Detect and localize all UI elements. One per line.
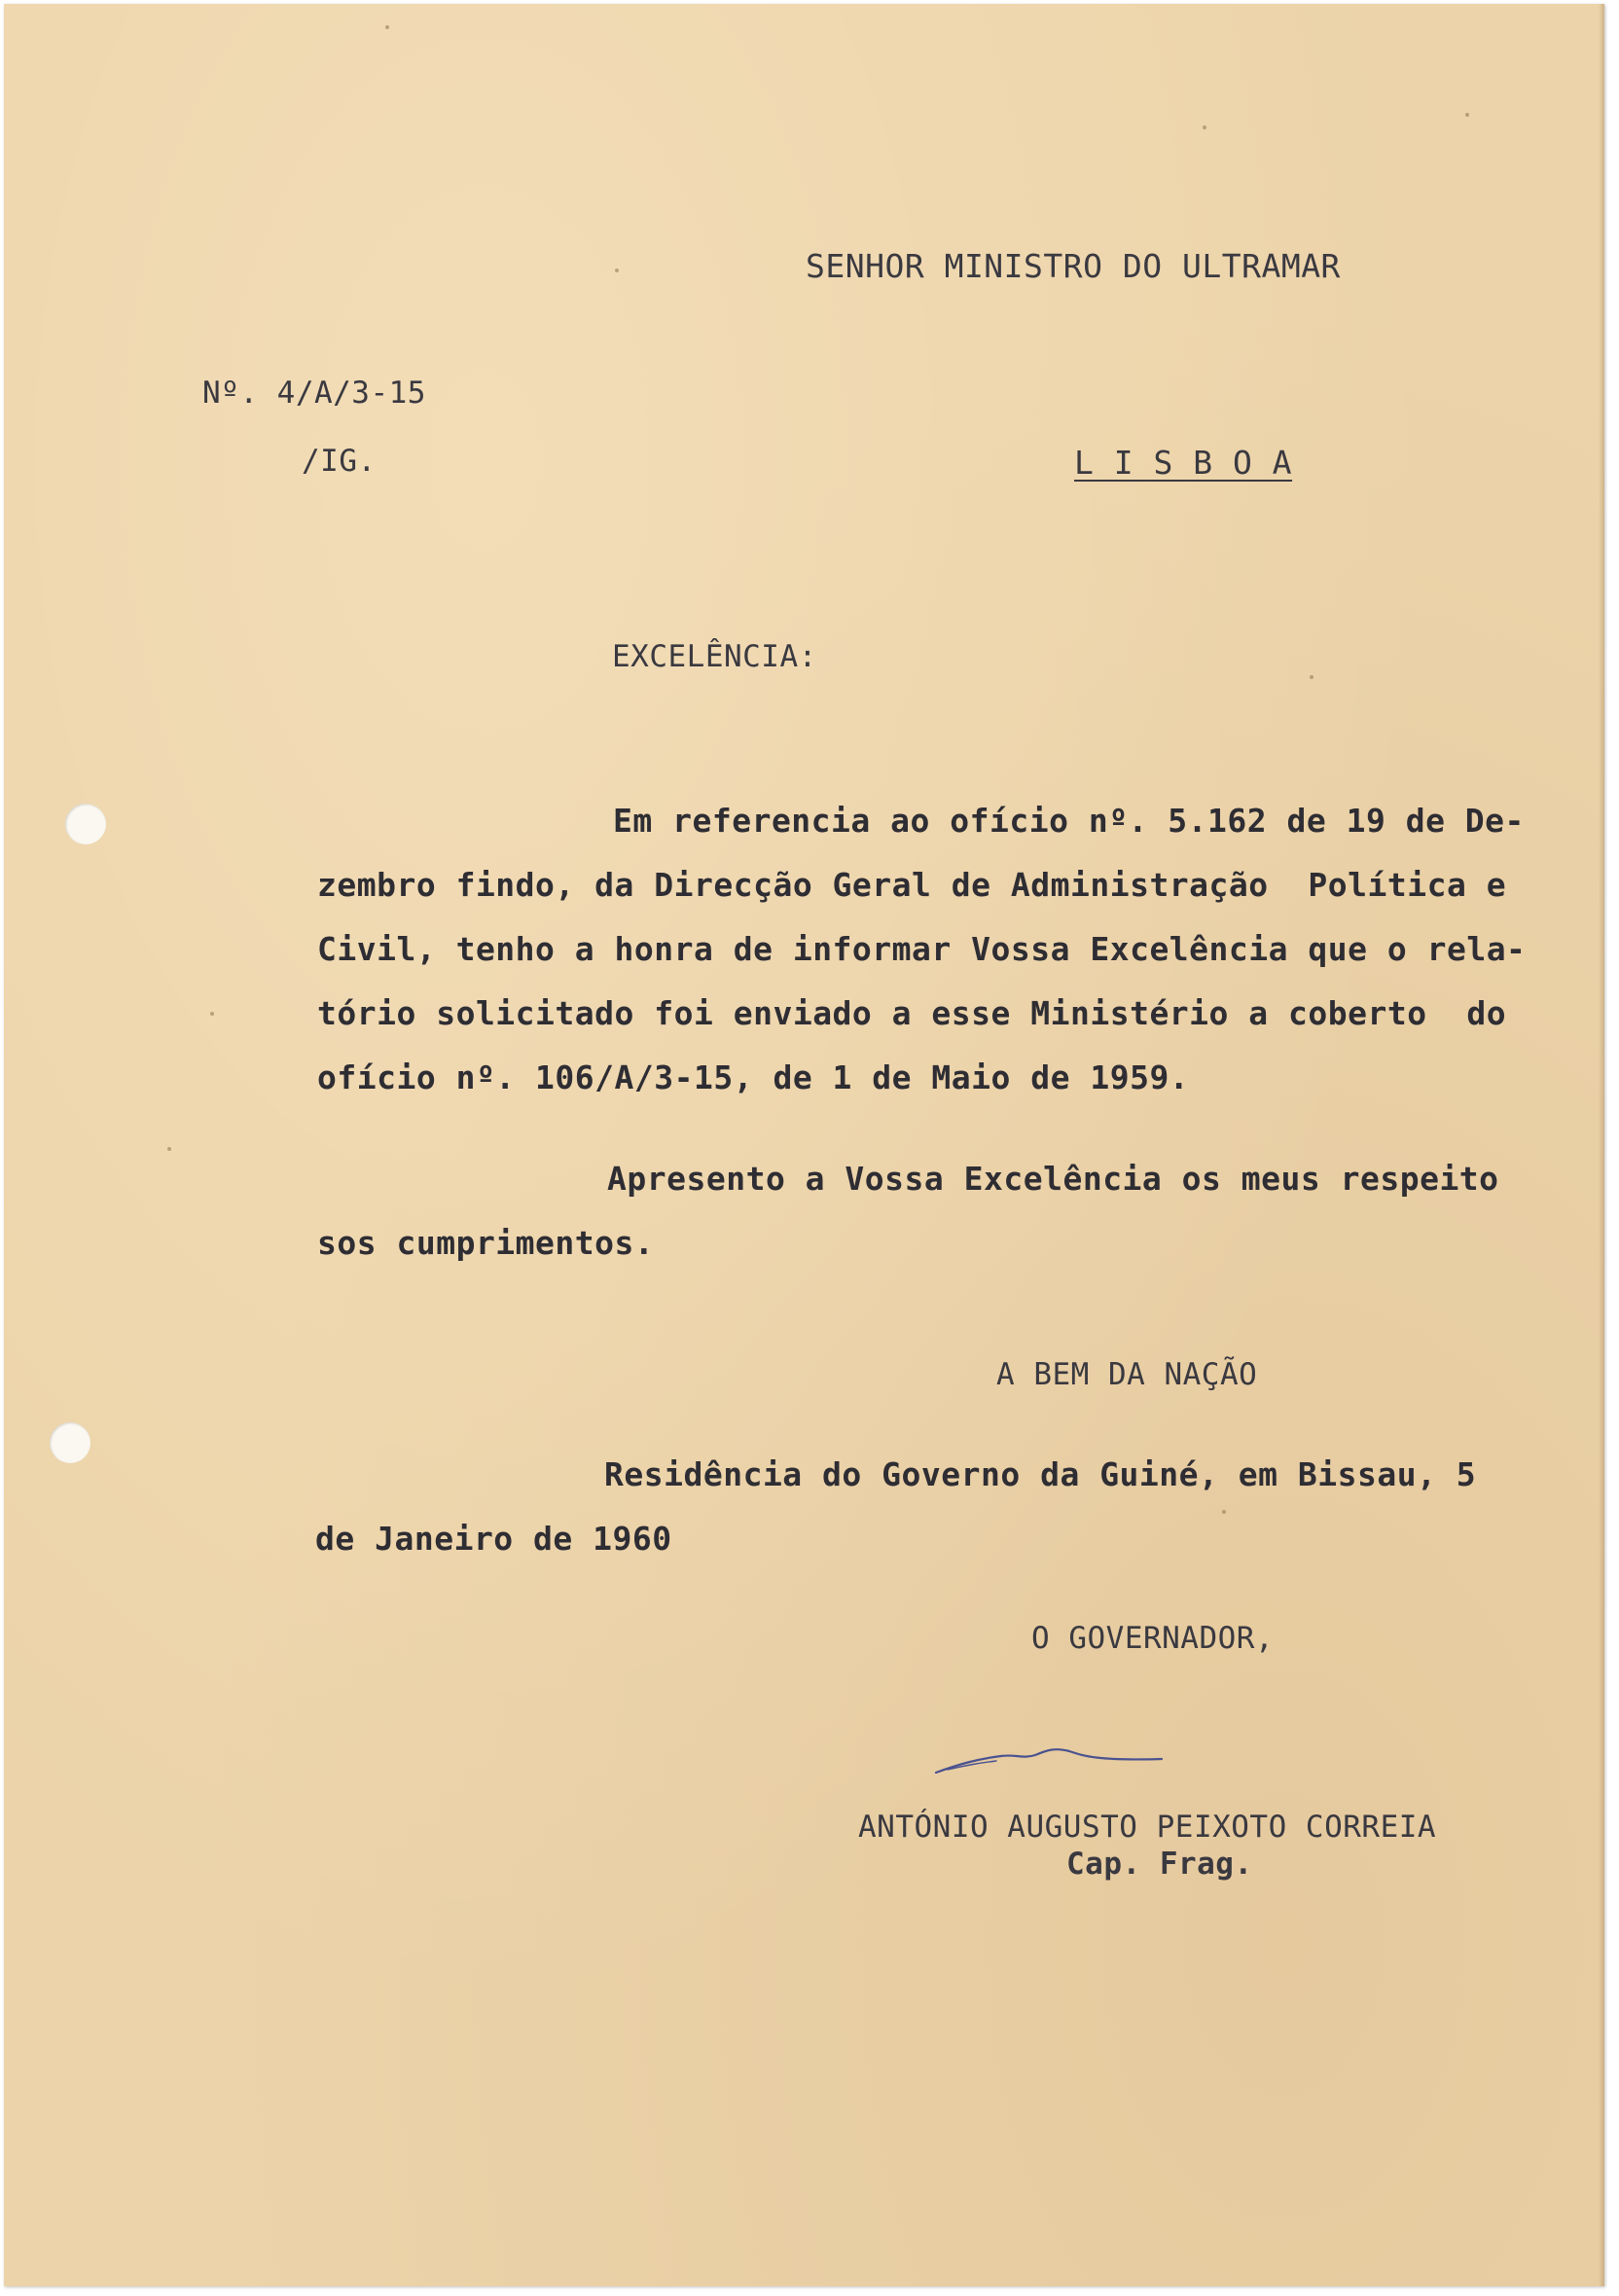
- addressee: SENHOR MINISTRO DO ULTRAMAR: [806, 247, 1341, 285]
- letter-page: [4, 4, 1604, 2286]
- paper-speck: [385, 25, 389, 29]
- paper-edge-shadow: [1599, 4, 1604, 2286]
- paragraph-line: ofício nº. 106/A/3-15, de 1 de Maio de 1959.: [317, 1058, 1190, 1096]
- motto: A BEM DA NAÇÃO: [996, 1357, 1258, 1392]
- paragraph-line: sos cumprimentos.: [317, 1224, 655, 1262]
- paragraph-line: zembro findo, da Direcção Geral de Administração Política e: [317, 866, 1507, 904]
- signatory-name: ANTÓNIO AUGUSTO PEIXOTO CORREIA: [858, 1810, 1437, 1845]
- punch-hole-top: [65, 804, 106, 844]
- paper-speck: [1310, 675, 1313, 679]
- city-heading: L I S B O A: [1074, 444, 1293, 482]
- paper-speck: [1222, 1510, 1226, 1514]
- paper-speck: [210, 1012, 214, 1016]
- paragraph-line: Apresento a Vossa Excelência os meus respeito: [607, 1160, 1499, 1198]
- handwritten-signature: [928, 1726, 1171, 1784]
- paragraph-line: Civil, tenho a honra de informar Vossa Excelência que o rela-: [317, 930, 1527, 968]
- place-date-line: de Janeiro de 1960: [315, 1520, 672, 1558]
- paper-speck: [167, 1147, 171, 1151]
- paper-speck: [615, 269, 619, 272]
- place-date-line: Residência do Governo da Guiné, em Bissau, 5: [604, 1455, 1477, 1493]
- signatory-rank: Cap. Frag.: [1066, 1847, 1253, 1882]
- punch-hole-bottom: [50, 1422, 90, 1463]
- paragraph-line: tório solicitado foi enviado a esse Ministério a coberto do: [317, 994, 1507, 1032]
- signatory-title: O GOVERNADOR,: [1031, 1621, 1275, 1656]
- reference-suffix: /IG.: [302, 444, 377, 479]
- reference-number: Nº. 4/A/3-15: [202, 376, 426, 411]
- salutation: EXCELÊNCIA:: [612, 639, 817, 674]
- paper-speck: [1465, 113, 1469, 117]
- paper-speck: [1203, 126, 1206, 129]
- paragraph-line: Em referencia ao ofício nº. 5.162 de 19 de De-: [613, 802, 1525, 840]
